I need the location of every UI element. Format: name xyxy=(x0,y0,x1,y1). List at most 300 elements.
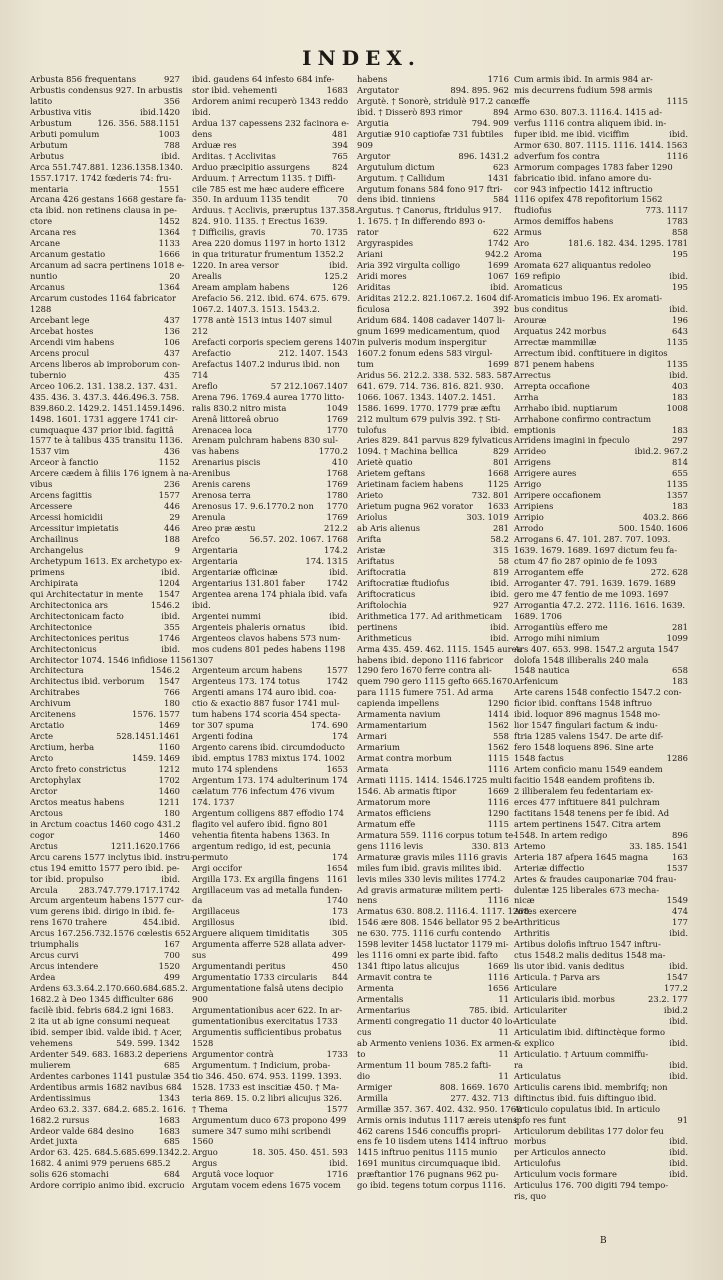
entry-text: dens xyxy=(192,128,213,139)
entry-text: 1290 fero 1670 ferre contra ali- xyxy=(357,665,492,676)
entry-text: Arditas. † Acclivitas xyxy=(192,150,276,161)
index-entry-line xyxy=(30,676,180,687)
index-entry-line xyxy=(357,1093,509,1104)
index-entry-line xyxy=(357,600,509,611)
index-entry-line xyxy=(357,435,513,446)
index-entry-line xyxy=(30,644,180,655)
entry-reference: 1161 xyxy=(326,873,348,884)
index-entry-line xyxy=(514,326,688,337)
index-entry-line xyxy=(30,534,180,545)
entry-text: dulentæ 125 liberales 673 mecha- xyxy=(514,884,660,895)
entry-text: Armata xyxy=(357,764,389,775)
entry-reference: 794. 909 xyxy=(471,117,509,128)
entry-reference: 1067 xyxy=(487,271,509,282)
entry-text: Area 220 domus 1197 in horto 1312 xyxy=(192,238,346,249)
entry-text: Ariani xyxy=(357,249,383,260)
entry-text: vehemens xyxy=(30,1037,73,1048)
entry-text: Argentariæ officinæ xyxy=(192,566,278,577)
entry-text: Armaturæ gravis miles 1116 gravis xyxy=(357,851,508,862)
entry-reference: 1746 xyxy=(158,632,180,643)
entry-text: Architectonice xyxy=(30,621,92,632)
entry-text: dolofa 1548 illiberalis 240 mala xyxy=(514,654,649,665)
entry-text: Arenis carens xyxy=(192,479,251,490)
entry-text: Arctophylax xyxy=(30,775,82,785)
entry-text: ibid. loquor 896 magnus 1548 mo- xyxy=(514,709,661,720)
index-entry-line xyxy=(514,1147,688,1158)
entry-text: Ardea xyxy=(30,972,56,983)
entry-text: Argumentor contrà xyxy=(192,1048,274,1059)
entry-reference: 1343 xyxy=(158,1092,180,1103)
index-entry-line xyxy=(192,917,348,928)
index-entry-line xyxy=(514,676,688,687)
entry-text: primens xyxy=(30,566,65,577)
entry-text: 2 ita ut ab igne consumi nequeat xyxy=(30,1015,170,1026)
entry-reference: ibid. xyxy=(669,1015,688,1026)
entry-reference: 700 xyxy=(164,950,180,961)
index-entry-line xyxy=(30,709,180,720)
entry-text: Ariftocratiæ ftudiofus xyxy=(357,577,450,588)
entry-text: Arteriæ diffectio xyxy=(514,862,585,873)
index-entry-line xyxy=(357,874,509,885)
index-entry-line xyxy=(30,457,180,468)
entry-text: Arctium, herba xyxy=(30,742,95,753)
index-entry-line xyxy=(30,1147,191,1158)
index-entry-line xyxy=(514,271,688,282)
index-entry-line xyxy=(30,238,180,249)
index-entry-line xyxy=(30,370,180,381)
entry-text: Arrectus xyxy=(514,369,551,380)
entry-reference: 655 xyxy=(672,468,688,479)
entry-reference: ibid. xyxy=(329,566,348,577)
entry-text: cta ibid. non retinens clausa in pe- xyxy=(30,205,177,216)
index-entry-line xyxy=(192,676,348,687)
entry-reference: 1116 xyxy=(487,972,509,983)
entry-text: † Difficilis, gravis xyxy=(192,227,266,238)
entry-reference: 1003 xyxy=(158,128,180,139)
entry-text: Arceor à fanctio xyxy=(30,457,99,468)
entry-text: cumquaque 437 prior ibid. fagittâ xyxy=(30,424,174,435)
index-entry-line xyxy=(514,611,688,622)
entry-reference: 437 xyxy=(164,314,180,325)
entry-reference: 1520 xyxy=(158,961,180,972)
index-entry-line xyxy=(357,829,517,841)
entry-text: Articulum vocis formare xyxy=(514,1169,617,1180)
entry-text: Armatum effe xyxy=(357,818,416,829)
index-entry-line xyxy=(514,260,688,271)
index-entry-line xyxy=(514,227,688,238)
entry-text: triumphalis xyxy=(30,939,79,950)
index-entry-line xyxy=(192,446,348,457)
index-entry-line xyxy=(357,698,509,709)
entry-reference: 173 xyxy=(332,906,348,917)
index-entry-line xyxy=(192,830,348,841)
entry-reference: 1460 xyxy=(158,829,180,840)
entry-reference: ibid. xyxy=(669,1136,688,1147)
index-entry-line xyxy=(357,885,509,896)
entry-text: bus conditus xyxy=(514,304,568,315)
entry-text: Arbuti pomulum xyxy=(30,128,100,139)
entry-text: Archetypum 1613. Ex archetypo ex- xyxy=(30,555,183,566)
entry-text: Arenosus 17. 9.6.1770.2 non xyxy=(192,501,314,512)
entry-reference: ibid. xyxy=(161,150,180,161)
entry-text: gumentationibus exercitatus 1733 xyxy=(192,1015,338,1026)
entry-reference: 174. 690 xyxy=(310,720,348,731)
entry-text: Ardor 63. 425. 684.5.685.699.1342.2. xyxy=(30,1147,191,1158)
entry-text: Armentum 11 boum 785.2 fafti- xyxy=(357,1059,492,1070)
entry-text: fuper ibid. me ibid. viciffim xyxy=(514,128,630,139)
entry-reference: 623 xyxy=(493,161,509,172)
entry-text: Armo 630. 807.3. 1116.4. 1415 ad- xyxy=(514,106,663,117)
entry-text: Argentea arena 174 phiala ibid. vafa xyxy=(192,588,348,599)
index-entry-line xyxy=(357,359,509,370)
entry-reference: 858 xyxy=(672,227,688,238)
index-entry-line xyxy=(514,129,688,140)
index-entry-line xyxy=(30,545,180,556)
index-entry-line xyxy=(514,501,688,512)
entry-text: Argumentatione falsâ utens decipio xyxy=(192,983,344,994)
entry-reference: 1547 xyxy=(158,588,180,599)
index-entry-line xyxy=(192,512,348,523)
entry-text: dio xyxy=(357,1070,371,1081)
entry-text: cile 785 est me hæc audere efficere xyxy=(192,183,345,194)
index-entry-line xyxy=(357,742,509,753)
entry-text: Arcte xyxy=(30,731,54,742)
index-entry-line xyxy=(514,720,688,731)
index-entry-line xyxy=(30,1158,180,1169)
entry-text: Arripere occafionem xyxy=(514,490,602,501)
entry-reference: 684 xyxy=(164,1169,180,1180)
index-entry-line xyxy=(30,1093,180,1104)
index-entry-line xyxy=(357,392,509,403)
entry-text: Armarium xyxy=(357,742,401,753)
entry-text: Armamentarium xyxy=(357,720,427,731)
index-entry-line xyxy=(514,731,688,742)
index-entry-line xyxy=(192,895,348,906)
entry-reference: 1116 xyxy=(487,895,509,906)
entry-text: Ardorem animi recuperò 1343 reddo xyxy=(192,95,349,106)
entry-text: sumere 347 sumo mihi scribendi xyxy=(192,1125,331,1136)
entry-reference: 1702 xyxy=(158,775,180,785)
index-entry-line xyxy=(357,381,509,392)
index-entry-line xyxy=(514,819,688,830)
entry-text: ab Armento veniens 1036. Ex armen- xyxy=(357,1037,515,1048)
index-entry-line xyxy=(514,950,688,961)
index-entry-line xyxy=(30,173,180,184)
index-entry-line xyxy=(514,151,688,162)
index-entry-line xyxy=(357,676,516,687)
entry-text: tio 346. 450. 674. 953. 1199. 1393. xyxy=(192,1070,342,1081)
entry-text: pertinens xyxy=(357,621,398,632)
index-entry-line xyxy=(30,1082,180,1093)
entry-reference: 1742 xyxy=(326,577,348,588)
entry-reference: 188 xyxy=(164,534,180,545)
index-entry-line xyxy=(192,665,348,676)
entry-text: 1220. In area versor xyxy=(192,260,279,271)
entry-text: Armentarius xyxy=(357,1005,411,1016)
entry-text: ftria 1285 valens 1547. De arte dif- xyxy=(514,731,664,742)
index-entry-line xyxy=(192,523,348,534)
index-entry-line xyxy=(357,1169,509,1180)
entry-text: vas habens xyxy=(192,446,240,457)
entry-text: Arietem geftans xyxy=(357,468,426,479)
entry-text: Argutator xyxy=(357,84,399,95)
entry-reference: ibid. xyxy=(490,632,509,643)
entry-text: Arrigere aures xyxy=(514,468,577,479)
entry-text: vibus xyxy=(30,479,53,490)
index-entry-line xyxy=(357,271,509,282)
entry-text: Architectura xyxy=(30,665,84,676)
entry-reference: ibid.2. 967.2 xyxy=(634,446,688,457)
entry-text: Architectonices peritus xyxy=(30,632,129,643)
index-entry-line xyxy=(30,567,180,578)
entry-reference: 1116 xyxy=(487,796,509,807)
index-entry-line xyxy=(192,797,348,808)
entry-reference: 91 xyxy=(677,1114,688,1125)
index-entry-line xyxy=(357,567,509,578)
entry-text: Arrigens xyxy=(514,457,551,468)
entry-text: effe xyxy=(514,95,530,106)
index-entry-line xyxy=(514,939,688,950)
index-entry-line xyxy=(192,293,351,304)
index-entry-line xyxy=(357,194,509,205)
entry-text: Armis ornis indutus 1117 æreis utens xyxy=(357,1114,518,1125)
index-entry-line xyxy=(30,96,180,107)
index-entry-line xyxy=(514,162,688,173)
index-entry-line xyxy=(514,1016,688,1027)
entry-text: miles fum ibid. gravis milites ibid. xyxy=(357,862,502,873)
index-entry-line xyxy=(357,983,509,994)
entry-reference: 819 xyxy=(493,566,509,577)
entry-text: Argumentum duco 673 propono 499 xyxy=(192,1114,347,1125)
index-entry-line xyxy=(514,786,688,797)
entry-reference: ibid. xyxy=(669,1147,688,1158)
entry-reference: 1666 xyxy=(158,249,180,260)
entry-reference: 446 xyxy=(164,523,180,534)
index-entry-line xyxy=(30,140,180,151)
entry-reference: 1768 xyxy=(326,468,348,479)
entry-reference: 1116 xyxy=(666,150,688,161)
index-entry-line xyxy=(514,414,688,425)
entry-reference: 1656 xyxy=(487,983,509,994)
entry-text: Arduum. † Arrectum 1135. † Diffi- xyxy=(192,172,336,183)
index-entry-line xyxy=(30,1180,185,1191)
entry-reference: 1668 xyxy=(487,468,509,479)
entry-text: Ardentissimus xyxy=(30,1092,91,1103)
entry-text: artem pertinens 1547. Citra artem xyxy=(514,818,662,829)
entry-reference: 1769 xyxy=(326,479,348,490)
entry-text: Arctus xyxy=(30,840,58,851)
entry-reference: 394 xyxy=(332,139,348,150)
index-entry-line xyxy=(30,74,180,85)
index-entry-line xyxy=(514,1082,688,1093)
index-entry-line xyxy=(30,753,180,764)
entry-reference: 1683 xyxy=(326,84,348,95)
index-entry-line xyxy=(514,1169,688,1180)
entry-reference: 1733 xyxy=(326,1048,348,1059)
entry-text: Argenteos clavos habens 573 num- xyxy=(192,632,341,643)
index-entry-line xyxy=(357,534,509,545)
entry-reference: 196 xyxy=(672,314,688,325)
index-entry-line xyxy=(30,1115,180,1126)
index-entry-line xyxy=(30,348,180,359)
entry-text: Artem conficio manu 1549 eandem xyxy=(514,764,663,775)
entry-text: Articulatus xyxy=(514,1070,561,1081)
entry-text: ibid. gaudens 64 infesto 684 infe- xyxy=(192,74,335,84)
entry-reference: 1364 xyxy=(158,227,180,238)
index-entry-line xyxy=(357,490,509,501)
entry-text: Argenti amans 174 auro ibid. coa- xyxy=(192,687,337,698)
index-entry-line xyxy=(192,1027,348,1038)
index-entry-line xyxy=(357,173,509,184)
entry-reference: 765 xyxy=(332,150,348,161)
entry-reference: 11 xyxy=(498,1026,509,1037)
entry-text: nuntio xyxy=(30,271,58,282)
index-entry-line xyxy=(192,227,348,238)
entry-reference: 1577 xyxy=(326,665,348,676)
index-entry-line xyxy=(30,797,180,808)
entry-reference: 435 xyxy=(164,369,180,380)
entry-text: Ardens 63.3.64.2.170.660.684.685.2. xyxy=(30,983,188,994)
entry-text: Argumentationibus acer 622. In ar- xyxy=(192,1005,343,1016)
index-entry-line xyxy=(514,446,688,457)
entry-text: Arrigo xyxy=(514,479,542,490)
entry-text: 212 multum 679 pulvis 392. † Sti- xyxy=(357,413,501,424)
entry-text: adverfum fos contra xyxy=(514,150,600,161)
index-entry-line xyxy=(514,687,688,698)
entry-text: Architrabes xyxy=(30,687,80,698)
index-entry-line xyxy=(192,118,348,129)
index-entry-line xyxy=(357,227,509,238)
entry-text: Archangelus xyxy=(30,544,84,555)
index-entry-line xyxy=(192,315,348,326)
entry-reference: ibid. xyxy=(490,282,509,293)
entry-text: Argutam vocem edens 1675 vocem xyxy=(192,1180,341,1191)
entry-text: capienda impellens xyxy=(357,698,440,709)
entry-reference: 1576. 1577 xyxy=(132,709,180,720)
entry-reference: 1699 xyxy=(487,260,509,271)
index-entry-line xyxy=(192,173,348,184)
index-entry-line xyxy=(192,85,348,96)
index-entry-line xyxy=(357,162,509,173)
index-entry-line xyxy=(514,1060,688,1071)
entry-text: Argenteis phaleris ornatus xyxy=(192,621,306,632)
index-entry-line xyxy=(192,556,348,567)
index-entry-line xyxy=(514,1191,688,1202)
index-entry-line xyxy=(30,851,194,863)
entry-text: Armamenta navium xyxy=(357,709,441,720)
entry-text: Arcebat hostes xyxy=(30,325,94,336)
index-entry-line xyxy=(514,742,688,753)
entry-reference: ibid.2 xyxy=(663,1005,688,1016)
index-entry-line xyxy=(357,863,509,874)
entry-reference: ibid. xyxy=(669,1037,688,1048)
entry-text: mulierem xyxy=(30,1059,71,1070)
index-entry-line xyxy=(30,731,180,742)
index-entry-line xyxy=(357,556,509,567)
index-entry-line xyxy=(192,786,348,797)
entry-text: ctus 1548.2 malis deditus 1548 ma- xyxy=(514,950,666,961)
entry-text: Arbustis condensus 927. In arbustis xyxy=(30,84,183,95)
entry-text: Argutum fonans 584 fono 917 ftri- xyxy=(357,183,503,194)
index-entry-line xyxy=(357,457,509,468)
entry-text: Arouræ xyxy=(514,314,547,325)
entry-text: Architectonicam facto xyxy=(30,610,124,621)
entry-reference: ibid. xyxy=(669,128,688,139)
index-entry-line xyxy=(192,435,348,446)
index-entry-line xyxy=(514,775,688,786)
index-entry-line xyxy=(357,260,509,271)
index-entry-line xyxy=(514,961,688,972)
index-entry-line xyxy=(357,326,509,337)
entry-reference: 356 xyxy=(164,95,180,106)
entry-text: Armatorum more xyxy=(357,796,431,807)
index-entry-line xyxy=(357,720,509,731)
entry-reference: 180 xyxy=(164,698,180,709)
index-entry-line xyxy=(357,293,514,304)
index-entry-line xyxy=(192,370,348,381)
entry-text: ibid. xyxy=(192,106,211,117)
index-entry-line xyxy=(357,906,532,917)
index-entry-line xyxy=(514,173,688,184)
entry-reference: 1099 xyxy=(666,632,688,643)
index-entry-line xyxy=(30,555,183,567)
entry-reference: 584 xyxy=(493,194,509,205)
index-entry-line xyxy=(30,512,180,523)
index-entry-line xyxy=(514,512,688,523)
index-entry-line xyxy=(30,194,187,205)
entry-text: Armiger xyxy=(357,1081,392,1092)
index-entry-line xyxy=(30,205,180,216)
index-entry-line xyxy=(30,895,184,906)
index-entry-line xyxy=(192,972,348,983)
index-entry-line xyxy=(357,589,509,600)
index-entry-line xyxy=(192,348,348,359)
entry-text: 1689. 1706 xyxy=(514,610,562,621)
entry-text: Arcessi homicidii xyxy=(30,512,103,523)
index-entry-line xyxy=(192,151,348,162)
index-entry-line xyxy=(514,633,688,644)
entry-text: Arcere cædem à filiis 176 ignem à na- xyxy=(30,468,192,479)
entry-text: Arceo 106.2. 131. 138.2. 137. 431. xyxy=(30,380,178,391)
entry-text: diftinctus ibid. fuis diftinguo ibid. xyxy=(514,1092,657,1103)
entry-text: Arthritis xyxy=(514,928,550,939)
entry-text: 1116 opifex 478 repofitorium 1562 xyxy=(514,194,663,205)
index-entry-line xyxy=(192,764,348,775)
entry-text: Argutus. † Canorus, ftridulus 917. xyxy=(357,205,502,216)
entry-reference: 1699 xyxy=(487,358,509,369)
entry-text: Argentei nummi xyxy=(192,610,261,621)
entry-text: Argentarius 131.801 faber xyxy=(192,577,305,588)
entry-text: 1548. In artem redigo xyxy=(514,829,608,840)
entry-reference: 1116 xyxy=(487,764,509,775)
index-entry-line xyxy=(192,578,348,589)
entry-text: 900 xyxy=(192,994,208,1005)
index-entry-line xyxy=(514,392,688,403)
entry-reference: 125.2 xyxy=(324,271,348,282)
index-entry-line xyxy=(357,238,509,249)
index-entry-line xyxy=(514,600,688,611)
entry-text: ibid. † Disserò 893 rimor xyxy=(357,106,463,117)
entry-reference: ibid. xyxy=(161,566,180,577)
index-entry-line xyxy=(192,1147,348,1158)
entry-text: 714 xyxy=(192,369,208,380)
entry-text: in qua trituratur frumentum 1352.2 xyxy=(192,249,344,260)
index-entry-line xyxy=(30,435,183,446)
entry-text: 1341 ftipo latus alicujus xyxy=(357,961,460,972)
entry-reference: 9 xyxy=(174,544,180,555)
entry-text: flagito vel aufero ibid. figno 801 xyxy=(192,818,329,829)
index-entry-line xyxy=(30,1048,188,1060)
